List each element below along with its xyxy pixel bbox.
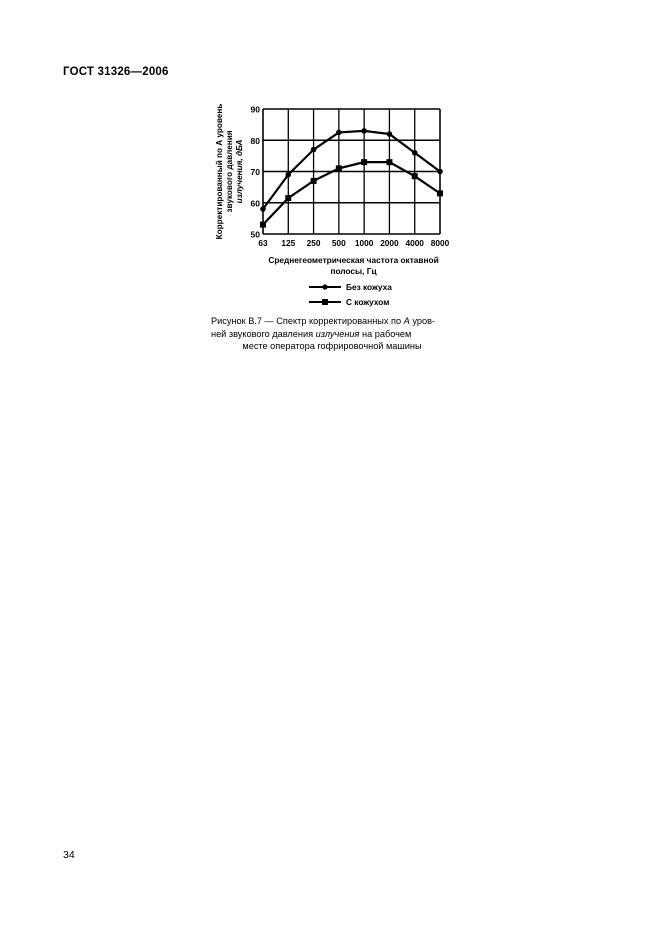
y-tick-label: 50 — [250, 229, 260, 240]
y-tick-label: 70 — [250, 167, 260, 177]
y-axis-label — [215, 104, 244, 240]
page-number: 34 — [63, 849, 75, 861]
y-tick-label: 80 — [250, 135, 260, 146]
document-header: ГОСТ 31326—2006 — [63, 66, 169, 78]
data-point — [336, 165, 342, 171]
data-point — [387, 131, 393, 137]
caption-text: ней звукового давления — [211, 328, 316, 339]
chart-grid — [263, 109, 440, 234]
caption-text: А — [403, 316, 410, 326]
y-axis-label-line: звукового давления — [225, 130, 234, 213]
chart-ticks — [251, 105, 450, 249]
spectrum-figure — [200, 96, 470, 316]
data-point — [311, 147, 317, 153]
data-point — [285, 172, 291, 178]
data-point — [412, 150, 418, 156]
data-point — [285, 195, 291, 201]
x-tick-label: 4000 — [405, 238, 424, 248]
data-point — [386, 159, 392, 165]
data-point — [260, 222, 266, 228]
legend-label: Без кожуха — [346, 282, 392, 292]
legend-marker — [322, 299, 328, 305]
legend-label: С кожухом — [346, 297, 390, 307]
data-point — [437, 169, 443, 175]
y-axis-label-line: излучения, дБА — [235, 139, 244, 204]
figure-caption — [211, 315, 453, 353]
y-axis-label-line: Корректированный по А уровень — [215, 103, 224, 240]
data-point — [361, 128, 367, 134]
x-tick-label: 63 — [258, 238, 268, 248]
x-tick-label: 8000 — [430, 238, 450, 248]
caption-text: месте оператора гофрировочной машины — [242, 341, 422, 351]
x-tick-label: 1000 — [354, 238, 374, 248]
caption-text: на рабочем — [359, 328, 412, 339]
data-point — [336, 130, 342, 136]
data-point — [260, 206, 266, 212]
caption-text: Рисунок В.7 — Спектр корректированных по — [211, 316, 404, 326]
y-tick-label: 90 — [250, 104, 260, 115]
chart-legend — [309, 282, 392, 307]
caption-text: уров- — [409, 316, 436, 326]
x-tick-label: 2000 — [380, 238, 399, 248]
x-axis-label-line: Среднегеометрическая частота октавной — [268, 255, 439, 265]
spectrum-chart — [200, 96, 470, 316]
data-point — [361, 159, 367, 165]
data-point — [437, 190, 443, 196]
data-point — [412, 173, 418, 179]
y-tick-label: 60 — [250, 198, 260, 209]
data-point — [311, 178, 317, 184]
legend-marker — [322, 284, 327, 289]
caption-text: излучения — [315, 328, 360, 339]
x-axis-label — [268, 255, 438, 276]
x-tick-label: 125 — [281, 238, 296, 248]
x-tick-label: 500 — [331, 238, 346, 248]
x-axis-label-line: полосы, Гц — [330, 266, 377, 276]
chart-series — [260, 128, 443, 228]
x-tick-label: 250 — [306, 238, 321, 248]
